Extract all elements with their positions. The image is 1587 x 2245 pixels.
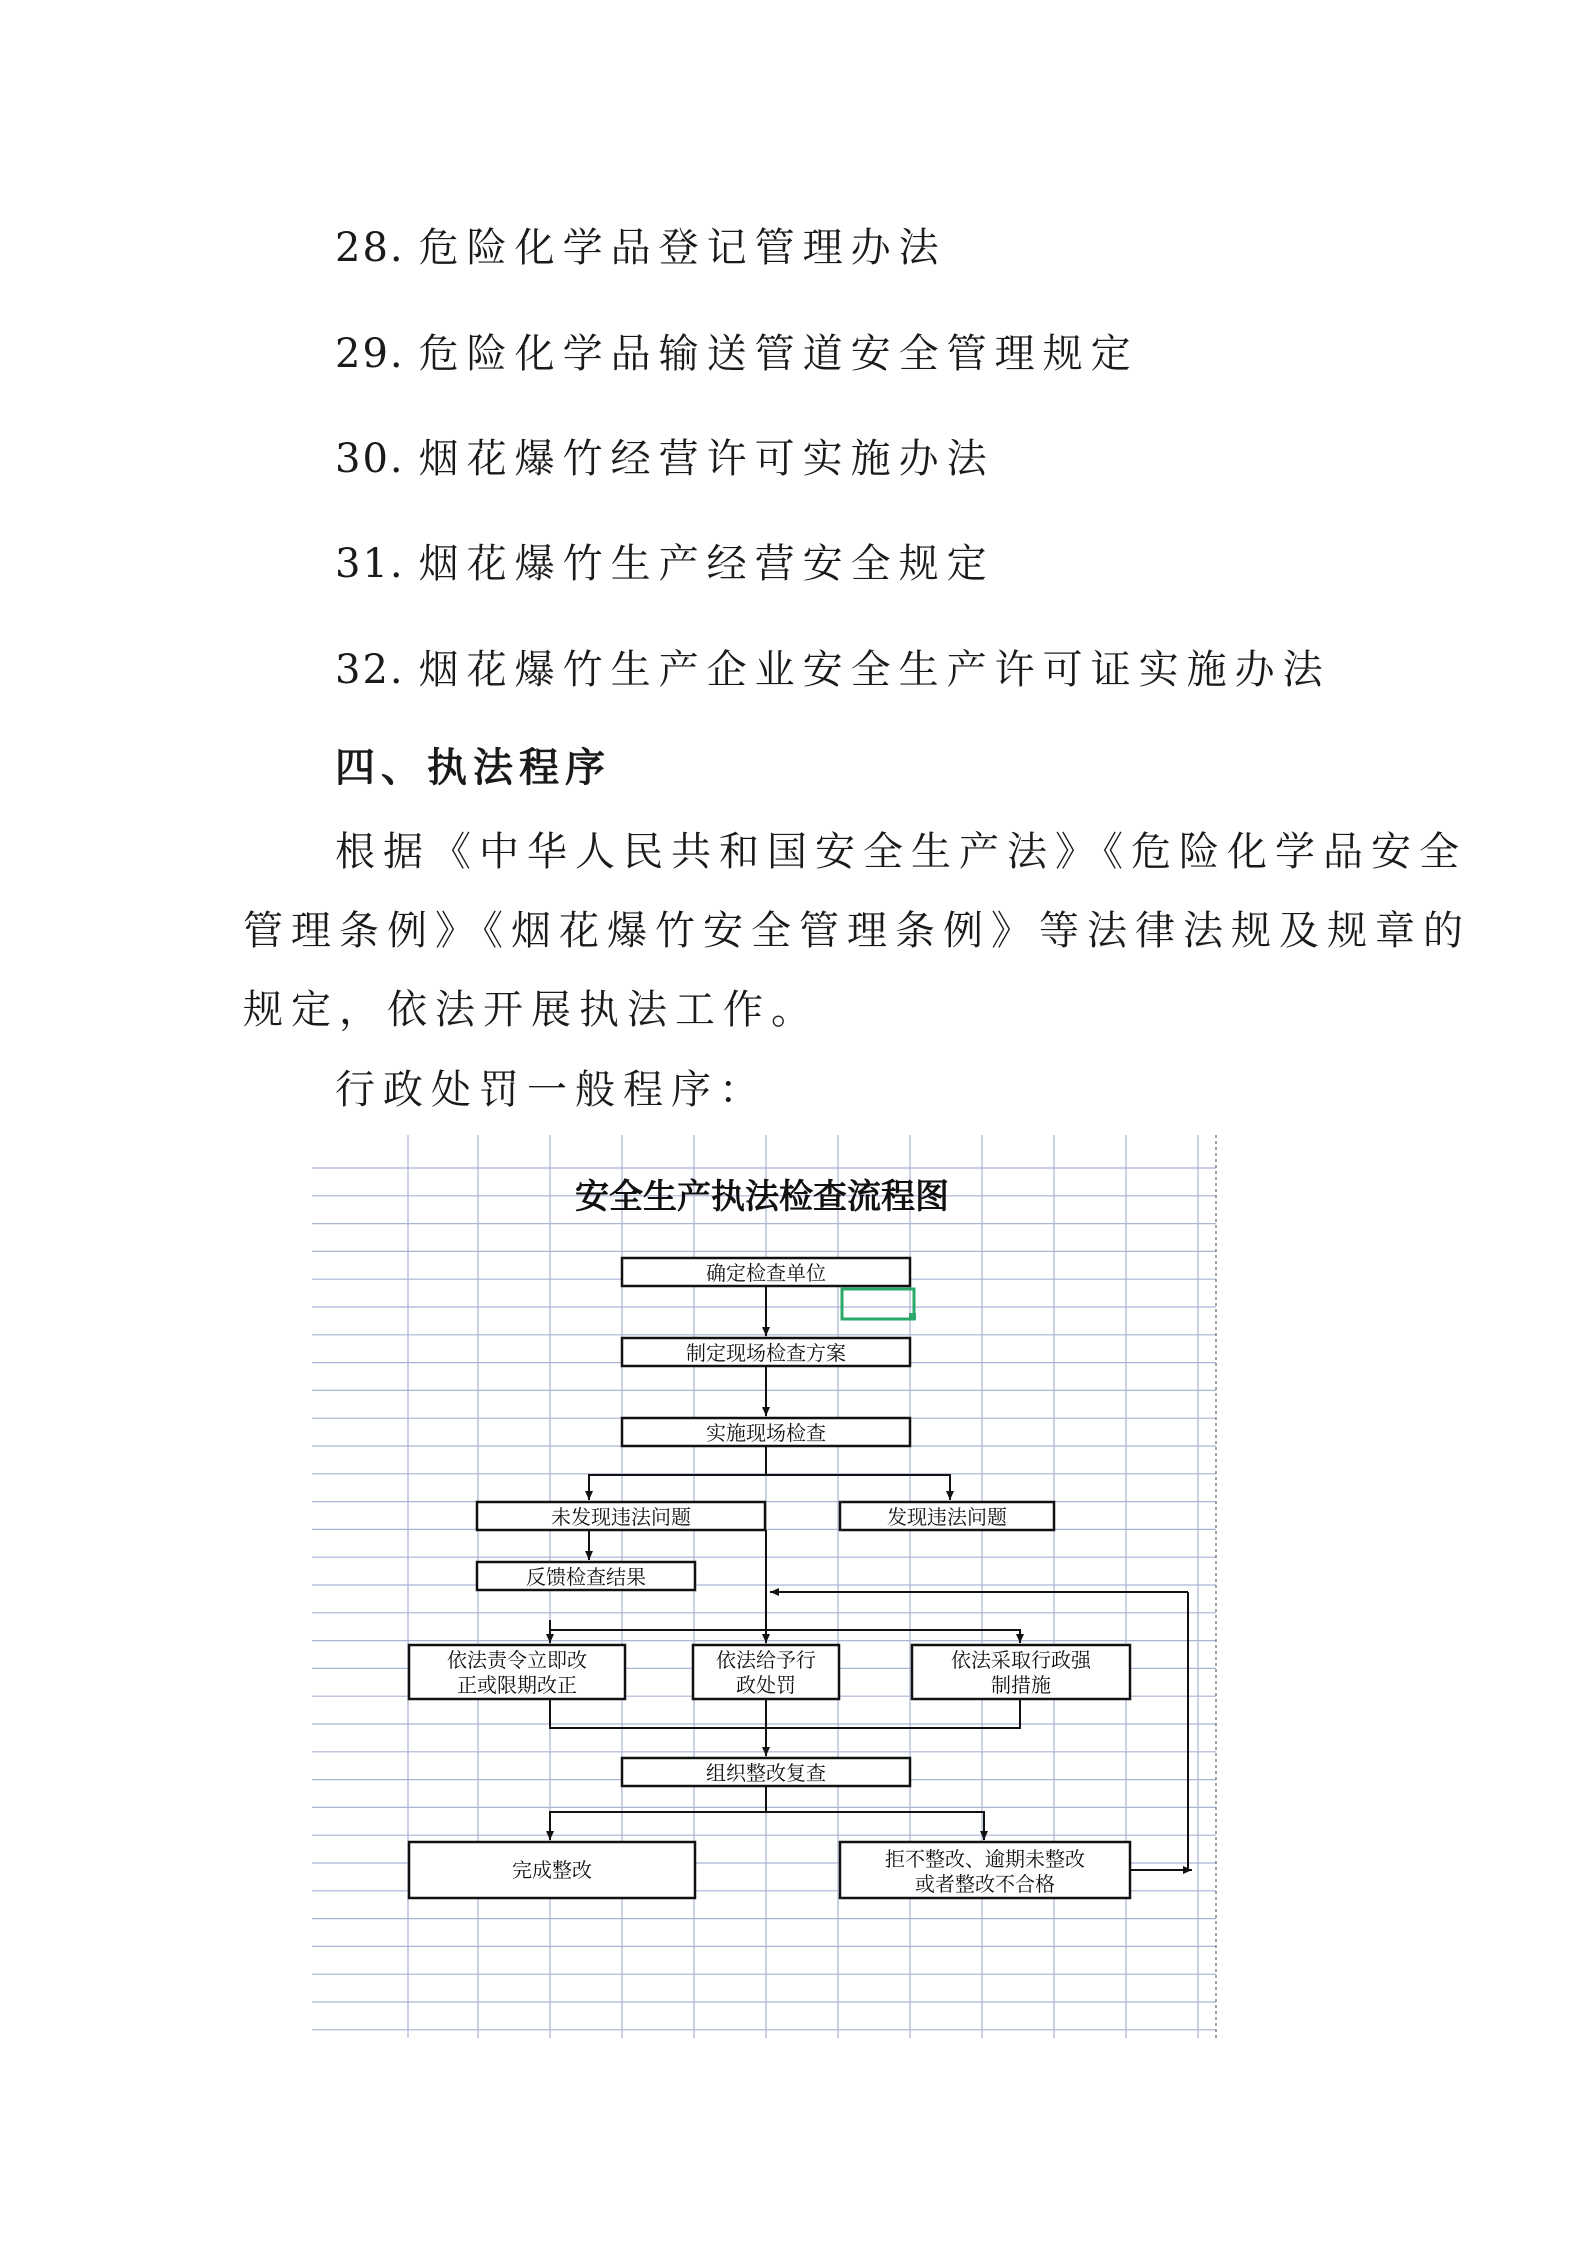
list-text: 烟花爆竹生产企业安全生产许可证实施办法 [418, 647, 1331, 693]
box-label: 政处罚 [736, 1673, 796, 1697]
list-number: 30. [335, 436, 405, 482]
list-number: 32. [335, 647, 405, 693]
flowchart-title: 安全生产执法检查流程图 [575, 1177, 949, 1217]
box-label: 依法采取行政强 [951, 1648, 1091, 1672]
list-text: 烟花爆竹生产经营安全规定 [418, 541, 995, 587]
box-label: 正或限期改正 [457, 1673, 577, 1697]
box-label: 未发现违法问题 [551, 1505, 691, 1529]
box-label: 拒不整改、逾期未整改 [885, 1847, 1085, 1871]
list-number: 31. [335, 541, 405, 587]
list-text: 危险化学品输送管道安全管理规定 [418, 331, 1139, 377]
box-label: 依法责令立即改 [447, 1648, 587, 1672]
box-label: 制定现场检查方案 [686, 1341, 846, 1365]
box-label: 完成整改 [512, 1858, 592, 1882]
cell-selection-handle [909, 1313, 916, 1320]
paragraph-line: 规定，依法开展执法工作。 [243, 987, 819, 1033]
box-label: 发现违法问题 [887, 1505, 1007, 1529]
box-label: 或者整改不合格 [915, 1872, 1055, 1896]
box-label: 实施现场检查 [706, 1421, 826, 1445]
subheading: 行政处罚一般程序： [335, 1067, 767, 1113]
paragraph-line: 根据《中华人民共和国安全生产法》《危险化学品安全 [335, 829, 1467, 875]
list-text: 烟花爆竹经营许可实施办法 [418, 436, 995, 482]
box-label: 依法给予行 [716, 1648, 816, 1672]
section-heading: 四、执法程序 [335, 744, 611, 791]
box-label: 组织整改复查 [706, 1761, 826, 1785]
list-number: 29. [335, 331, 405, 377]
box-label: 反馈检查结果 [526, 1565, 646, 1589]
list-number: 28. [335, 225, 405, 271]
box-label: 确定检查单位 [706, 1261, 826, 1285]
list-text: 危险化学品登记管理办法 [418, 225, 947, 271]
paragraph-line: 管理条例》《烟花爆竹安全管理条例》等法律法规及规章的 [243, 908, 1471, 954]
box-label: 制措施 [991, 1673, 1051, 1697]
cell-selection [842, 1289, 914, 1319]
